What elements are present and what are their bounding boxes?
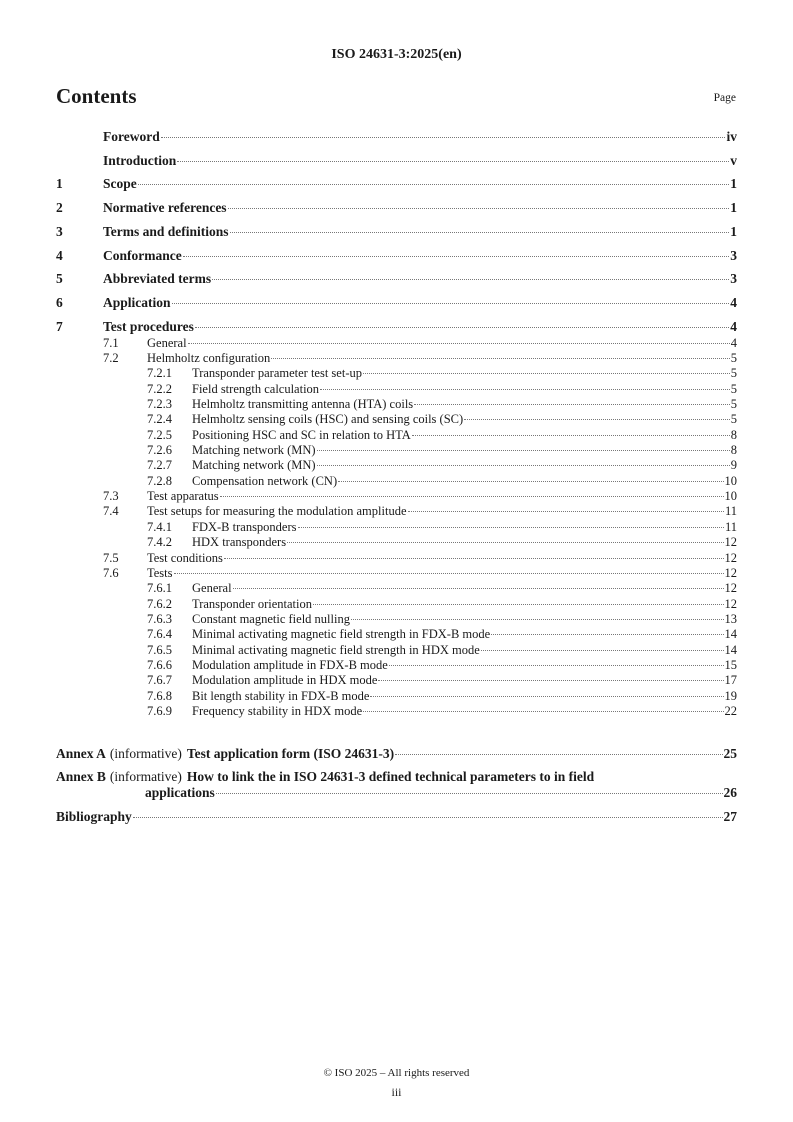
toc-entry-title: Compensation network (CN): [192, 473, 338, 488]
toc-entry-title: Modulation amplitude in FDX-B mode: [192, 657, 388, 672]
toc-entry[interactable]: [56, 626, 737, 642]
toc-entry-number: 7.2.2: [147, 381, 172, 396]
toc-bibliography[interactable]: [56, 809, 737, 825]
toc-entry-page: iv: [726, 129, 737, 144]
toc-entry-number: 7.6.4: [147, 627, 172, 642]
toc-entry-page: 9: [730, 458, 737, 473]
toc-entry[interactable]: [56, 519, 737, 535]
toc-entry[interactable]: [56, 534, 737, 550]
dot-leader: [298, 527, 724, 528]
toc-entry-number: 7.4: [103, 504, 119, 519]
dot-leader: [228, 208, 730, 209]
toc-entry-title: Transponder orientation: [192, 596, 313, 611]
toc-entry-page: 3: [730, 271, 737, 287]
toc-entry-number: 7.4.1: [147, 519, 172, 534]
dot-leader: [414, 404, 730, 405]
dot-leader: [363, 711, 723, 712]
toc-entry-page: 1: [730, 223, 737, 239]
dot-leader: [183, 256, 730, 257]
toc-entry-page: 12: [724, 535, 737, 550]
document-header: ISO 24631-3:2025(en): [331, 47, 462, 62]
toc-entry-number: 7: [56, 318, 63, 334]
toc-entry-title: Test procedures: [103, 318, 194, 334]
toc-entry[interactable]: [56, 411, 737, 427]
toc-entry[interactable]: [56, 248, 737, 264]
toc-entry-number: 7.2.8: [147, 473, 172, 488]
dot-leader: [138, 184, 730, 185]
dot-leader: [174, 573, 724, 574]
toc-entry-number: 7.6.2: [147, 596, 172, 611]
toc-entry-title: Helmholtz sensing coils (HSC) and sensing coils (SC): [192, 412, 464, 427]
toc-entry[interactable]: [56, 688, 737, 704]
toc-entry[interactable]: [56, 396, 737, 412]
toc-entry-page: 15: [724, 657, 737, 672]
toc-entry-title: Minimal activating magnetic field strength in HDX mode: [192, 642, 480, 657]
toc-entry[interactable]: [56, 319, 737, 335]
toc-entry-number: 7.6.9: [147, 704, 172, 718]
dot-leader: [389, 665, 724, 666]
toc-entry-page: 5: [730, 350, 737, 365]
toc-entry-title: Foreword: [103, 129, 160, 144]
toc-annex-entry-continued[interactable]: [145, 785, 737, 801]
dot-leader: [395, 754, 722, 755]
toc-entry[interactable]: [56, 580, 737, 596]
annex-label: Annex B: [56, 769, 106, 784]
toc-entry-number: 7.6.7: [147, 673, 172, 688]
toc-entry[interactable]: [56, 565, 737, 581]
dot-leader: [287, 542, 723, 543]
dot-leader: [338, 481, 723, 482]
dot-leader: [230, 232, 730, 233]
toc-entry-title: Test apparatus: [147, 489, 219, 504]
toc-entry[interactable]: [56, 427, 737, 443]
toc-entry[interactable]: [56, 503, 737, 519]
toc-entry-title: Scope: [103, 176, 137, 192]
toc-entry-page: 4: [730, 318, 737, 334]
toc-entry-title: Abbreviated terms: [103, 271, 212, 287]
page-column-label: Page: [713, 92, 736, 104]
toc-entry-page: 4: [730, 294, 737, 310]
toc-entry-title: Bit length stability in FDX-B mode: [192, 688, 370, 703]
toc-entry-title: Terms and definitions: [103, 223, 229, 239]
toc-entry-title: Minimal activating magnetic field strength in FDX-B mode: [192, 627, 491, 642]
toc-entry-page: 5: [730, 412, 737, 427]
dot-leader: [317, 465, 730, 466]
toc-entry-number: 6: [56, 294, 63, 310]
toc-entry-number: 7.6.6: [147, 657, 172, 672]
toc-entry-number: 1: [56, 176, 63, 192]
toc-entry[interactable]: [56, 200, 737, 216]
dot-leader: [161, 137, 726, 138]
toc-entry-page: 10: [724, 473, 737, 488]
toc-entry-number: 7.6.3: [147, 611, 172, 626]
toc-entry-number: 7.2.3: [147, 397, 172, 411]
bibliography-title: Bibliography: [56, 809, 132, 824]
toc-entry[interactable]: [56, 457, 737, 473]
toc-entry[interactable]: [56, 129, 737, 145]
toc-entry-page: 5: [730, 366, 737, 381]
dot-leader: [363, 373, 730, 374]
dot-leader: [351, 619, 724, 620]
toc-entry-page: 12: [724, 565, 737, 580]
annex-label: Annex A: [56, 746, 106, 761]
toc-entry-number: 7.6.1: [147, 581, 172, 596]
toc-entry-number: 7.4.2: [147, 535, 172, 550]
toc-entry-number: 5: [56, 271, 63, 287]
toc-entry-page: 14: [724, 627, 737, 642]
toc-entry-number: 7.3: [103, 489, 119, 504]
dot-leader: [172, 303, 730, 304]
toc-entry-page: 19: [724, 688, 737, 703]
toc-entry-number: 7.6.8: [147, 688, 172, 703]
toc-annex-entry[interactable]: [56, 746, 737, 762]
toc-entry-number: 3: [56, 223, 63, 239]
dot-leader: [216, 793, 723, 794]
toc-entry-page: 12: [724, 581, 737, 596]
toc-entry-page: v: [730, 152, 737, 168]
annex-informative: (informative): [109, 746, 182, 761]
dot-leader: [412, 435, 730, 436]
toc-entry[interactable]: [56, 442, 737, 458]
dot-leader: [177, 161, 729, 162]
toc-entry-title: General: [147, 335, 187, 350]
annex-title: Test application form (ISO 24631-3): [186, 746, 395, 761]
toc-entry-page: 4: [730, 335, 737, 350]
toc-entry-number: 2: [56, 200, 63, 216]
toc-entry[interactable]: [56, 550, 737, 566]
toc-entry-number: 7.6.5: [147, 642, 172, 657]
dot-leader: [481, 650, 724, 651]
toc-entry-page: 13: [724, 611, 737, 626]
dot-leader: [378, 680, 723, 681]
toc-entry-number: 7.2.5: [147, 427, 172, 442]
dot-leader: [408, 511, 724, 512]
toc-entry-title: Introduction: [103, 152, 177, 168]
toc-entry-title: HDX transponders: [192, 535, 287, 550]
toc-entry-number: 7.1: [103, 335, 119, 350]
toc-entry-title: Helmholtz configuration: [147, 350, 271, 365]
page-title: Contents: [56, 84, 137, 108]
dot-leader: [491, 634, 723, 635]
toc-entry-title: General: [192, 581, 232, 596]
dot-leader: [133, 817, 723, 818]
toc-entry[interactable]: [56, 596, 737, 612]
toc-entry-page: 3: [730, 247, 737, 263]
toc-entry-title: Matching network (MN): [192, 443, 316, 458]
toc-entry[interactable]: [56, 365, 737, 381]
toc-entry[interactable]: [56, 381, 737, 397]
toc-entry[interactable]: [56, 672, 737, 688]
toc-entry-title: Tests: [147, 565, 173, 580]
toc-entry-number: 7.2.7: [147, 458, 172, 473]
toc-entry-number: 7.2.1: [147, 366, 172, 381]
toc-entry-page: 1: [730, 176, 737, 192]
toc-entry-title: Normative references: [103, 200, 227, 216]
toc-entry-title: Constant magnetic field nulling: [192, 611, 350, 626]
toc-entry[interactable]: [56, 642, 737, 658]
toc-entry[interactable]: [56, 271, 737, 287]
toc-entry[interactable]: [56, 611, 737, 627]
toc-entry-title: Transponder parameter test set-up: [192, 366, 362, 381]
annex-page: 25: [723, 746, 737, 761]
toc-entry[interactable]: [56, 295, 737, 311]
toc-entry-number: 7.2.4: [147, 412, 172, 427]
toc-entry-page: 8: [730, 427, 737, 442]
toc-entry[interactable]: [56, 657, 737, 673]
toc-entry-page: 17: [724, 673, 737, 688]
dot-leader: [370, 696, 723, 697]
toc-entry-number: 4: [56, 247, 63, 263]
toc-entry-page: 22: [724, 704, 737, 718]
toc-entry-page: 5: [730, 397, 737, 411]
annex-informative: (informative): [109, 769, 182, 784]
toc-entry[interactable]: [56, 350, 737, 366]
toc-entry[interactable]: [56, 335, 737, 351]
dot-leader: [313, 604, 723, 605]
toc-entry[interactable]: [56, 473, 737, 489]
toc-entry-title: Conformance: [103, 247, 182, 263]
toc-entry-title: Matching network (MN): [192, 458, 316, 473]
dot-leader: [320, 389, 730, 390]
toc-entry-page: 12: [724, 550, 737, 565]
toc-entry-page: 10: [724, 489, 737, 504]
toc-entry-page: 12: [724, 596, 737, 611]
dot-leader: [220, 496, 724, 497]
dot-leader: [195, 327, 729, 328]
dot-leader: [212, 279, 729, 280]
toc-entry-page: 8: [730, 443, 737, 458]
toc-entry-number: 7.5: [103, 550, 119, 565]
toc-entry-number: 7.6: [103, 565, 119, 580]
toc-entry-title: Test setups for measuring the modulation amplitude: [147, 504, 407, 519]
dot-leader: [224, 558, 724, 559]
toc-entry-page: 11: [724, 519, 737, 534]
annex-title: How to link the in ISO 24631-3 defined technical parameters to in field: [186, 769, 595, 784]
toc-annex-entry[interactable]: [56, 769, 737, 785]
toc-entry-title: Positioning HSC and SC in relation to HTA: [192, 427, 411, 442]
dot-leader: [188, 343, 730, 344]
toc-entry-title: Test conditions: [147, 550, 223, 565]
annex-page: 26: [723, 785, 737, 800]
toc-entry-page: 11: [724, 504, 737, 519]
dot-leader: [464, 419, 730, 420]
toc-entry[interactable]: [56, 176, 737, 192]
page-number: iii: [391, 1085, 402, 1099]
bibliography-page: 27: [723, 809, 737, 824]
toc-entry-number: 7.2.6: [147, 443, 172, 458]
toc-entry-title: Helmholtz transmitting antenna (HTA) coils: [192, 397, 414, 411]
toc-entry-title: Frequency stability in HDX mode: [192, 704, 363, 718]
toc-entry-title: FDX-B transponders: [192, 519, 297, 534]
dot-leader: [233, 588, 724, 589]
annex-title-continuation: applications: [145, 785, 215, 800]
toc-entry-page: 5: [730, 381, 737, 396]
toc-entry-title: Field strength calculation: [192, 381, 320, 396]
toc-entry[interactable]: [56, 703, 737, 719]
dot-leader: [271, 358, 730, 359]
toc-entry-number: 7.2: [103, 350, 119, 365]
toc-entry-page: 14: [724, 642, 737, 657]
dot-leader: [317, 450, 730, 451]
copyright-notice: © ISO 2025 – All rights reserved: [323, 1067, 470, 1079]
toc-entry-title: Application: [103, 294, 171, 310]
toc-entry[interactable]: [56, 224, 737, 240]
toc-entry-title: Modulation amplitude in HDX mode: [192, 673, 378, 688]
toc-entry-page: 1: [730, 200, 737, 216]
toc-entry[interactable]: [56, 488, 737, 504]
toc-entry[interactable]: [56, 153, 737, 169]
